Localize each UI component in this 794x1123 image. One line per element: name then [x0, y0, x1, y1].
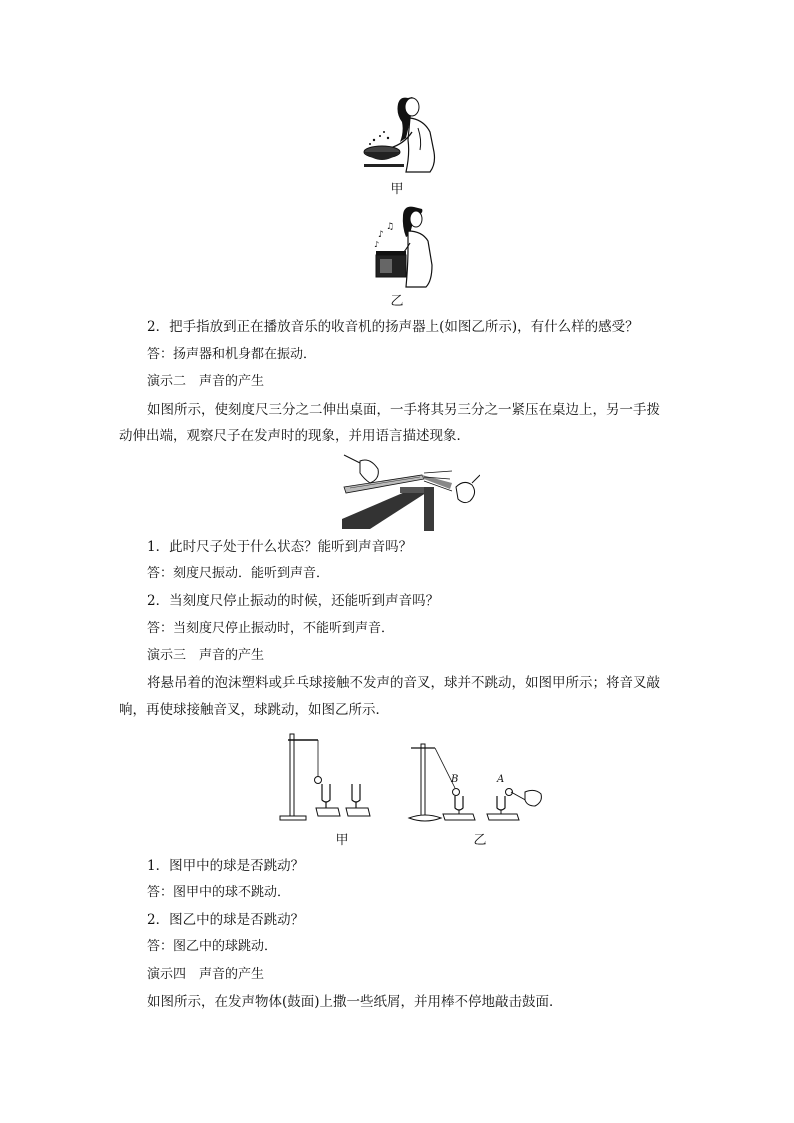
demo3-answer1: 答：图甲中的球不跳动． [147, 885, 291, 900]
figure-tuning-fork-yi [405, 736, 545, 826]
figure-woman-radio [370, 203, 440, 289]
demo4-heading: 演示四 声音的产生 [147, 967, 265, 982]
figure-caption-jia: 甲 [390, 182, 404, 197]
demo2-body-line2: 动伸出端，观察尺子在发声时的现象，并用语言描述现象． [119, 428, 470, 444]
svg-text:♪: ♪ [378, 230, 384, 240]
question-radio: 2．把手指放到正在播放音乐的收音机的扬声器上(如图乙所示)，有什么样的感受？ [147, 319, 639, 335]
demo4-body-line1: 如图所示，在发声物体(鼓面)上撒一些纸屑，并用棒不停地敲击鼓面． [147, 994, 563, 1010]
demo3-heading: 演示三 声音的产生 [147, 648, 265, 663]
demo2-question1: 1．此时尺子处于什么状态？能听到声音吗？ [147, 539, 413, 555]
figure-woman-pan [360, 92, 460, 174]
label-a: A [497, 774, 505, 785]
figure-tuning-fork-jia [278, 728, 388, 824]
figure-caption-yi: 乙 [390, 294, 404, 309]
demo3-question2: 2．图乙中的球是否跳动？ [147, 912, 305, 928]
demo3-body-line2: 响，再使球接触音叉，球跳动，如图乙所示． [119, 702, 389, 718]
demo2-body-line1: 如图所示，使刻度尺三分之二伸出桌面，一手将其另三分之一紧压在桌边上，另一手拨 [147, 402, 660, 418]
fork-caption-jia: 甲 [335, 833, 349, 848]
label-b: B [451, 774, 459, 785]
demo3-answer2: 答：图乙中的球跳动． [147, 939, 278, 954]
svg-text:♪: ♪ [374, 240, 380, 249]
demo2-question2: 2．当刻度尺停止振动的时候，还能听到声音吗？ [147, 593, 440, 609]
answer-radio: 答：扬声器和机身都在振动． [147, 347, 317, 362]
demo3-body-line1: 将悬吊着的泡沫塑料或乒乓球接触不发声的音叉，球并不跳动，如图甲所示；将音叉敲 [147, 675, 660, 691]
fork-caption-yi: 乙 [473, 833, 487, 848]
svg-text:♫: ♫ [386, 222, 395, 232]
demo2-answer2: 答：当刻度尺停止振动时，不能听到声音． [147, 621, 395, 636]
demo3-question1: 1．图甲中的球是否跳动？ [147, 858, 305, 874]
demo2-heading: 演示二 声音的产生 [147, 374, 265, 389]
demo2-answer1: 答：刻度尺振动．能听到声音． [147, 566, 330, 581]
figure-ruler-table [340, 453, 480, 531]
